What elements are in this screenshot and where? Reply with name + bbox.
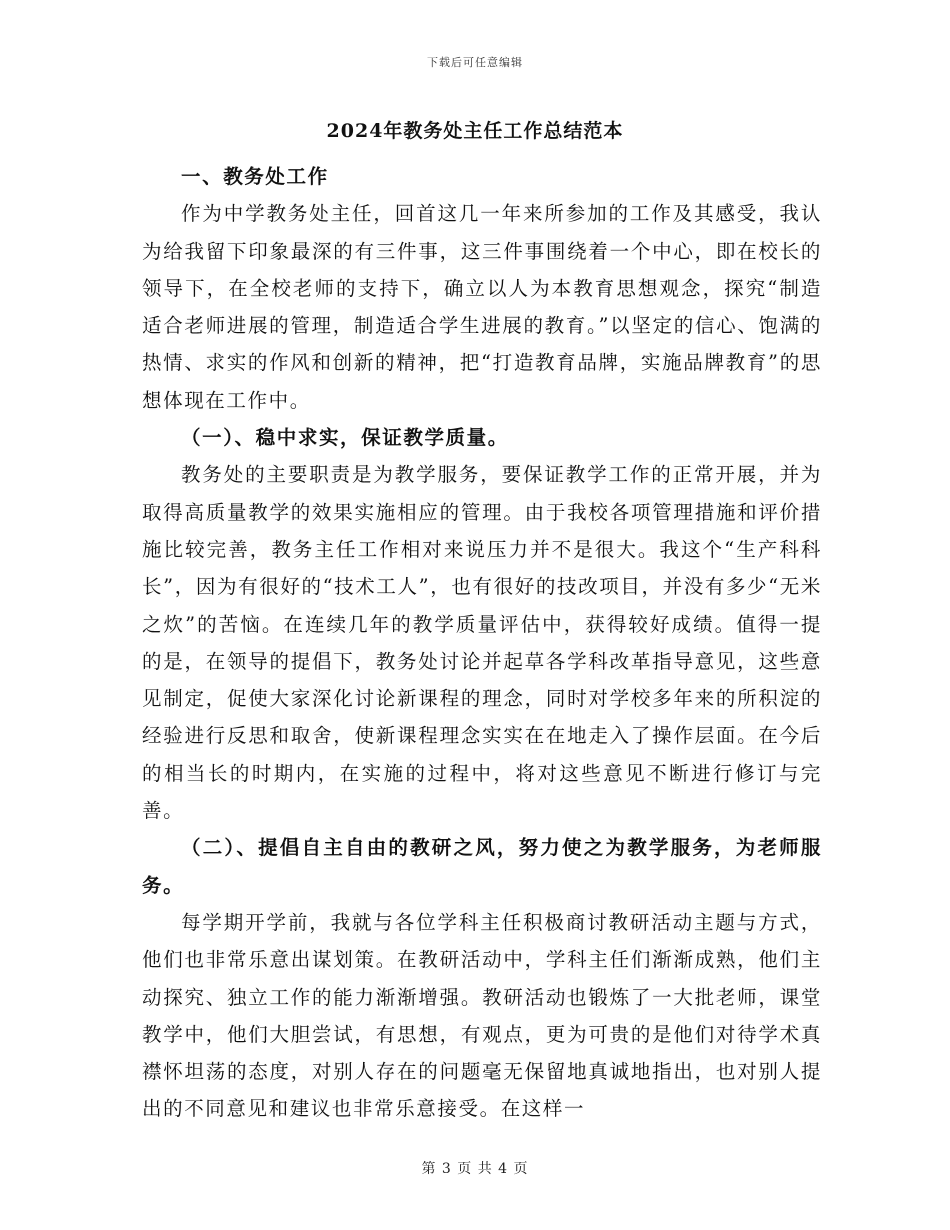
section-heading: 一、教务处工作 <box>181 165 329 188</box>
document-title: 2024年教务处主任工作总结范本 <box>326 120 624 142</box>
document-body <box>142 158 822 1128</box>
paragraph-teaching-research: 每学期开学前，我就与各位学科主任积极商讨教研活动主题与方式，他们也非常乐意出谋划策。在教研活动中，学科主任们渐渐成熟，他们主动探究、独立工作的能力渐渐增强。教研活动也锻炼了一大批老师，课堂教学中，他们大胆尝试，有思想，有观点，更为可贵的是他们对待学术真襟怀坦荡的态度，对别人存在的问题毫无保留地真诚地指出，也对别人提出的不同意见和建议也非常乐意接受。在这样一 <box>142 910 822 1121</box>
subsection-heading-2: （二）、提倡自主自由的教研之风，努力使之为教学服务，为老师服务。 <box>142 836 822 897</box>
header-note: 下载后可任意编辑 <box>427 56 523 69</box>
paragraph-teaching-quality: 教务处的主要职责是为教学服务，要保证教学工作的正常开展，并为取得高质量教学的效果实施相应的管理。由于我校各项管理措施和评价措施比较完善，教务主任工作相对来说压力并不是很大。我这个“生产科科长”，因为有很好的“技术工人”，也有很好的技改项目，并没有多少“无米之炊”的苦恼。在连续几年的教学质量评估中，获得较好成绩。值得一提的是，在领导的提倡下，教务处讨论并起草各学科改革指导意见，这些意见制定，促使大家深化讨论新课程的理念，同时对学校多年来的所积淀的经验进行反思和取舍，使新课程理念实实在在地走入了操作层面。在今后的相当长的时期内，在实施的过程中，将对这些意见不断进行修订与完善。 <box>142 463 822 823</box>
paragraph-intro: 作为中学教务处主任，回首这几一年来所参加的工作及其感受，我认为给我留下印象最深的有三件事，这三件事围绕着一个中心，即在校长的领导下，在全校老师的支持下，确立以人为本教育思想观念，探究“制造适合老师进展的管理，制造适合学生进展的教育。”以坚定的信心、饱满的热情、求实的作风和创新的精神，把“打造教育品牌，实施品牌教育”的思想体现在工作中。 <box>142 202 822 412</box>
subsection-heading-1: （一）、稳中求实，保证教学质量。 <box>181 426 509 450</box>
page-number: 第 3 页 共 4 页 <box>421 1161 529 1177</box>
